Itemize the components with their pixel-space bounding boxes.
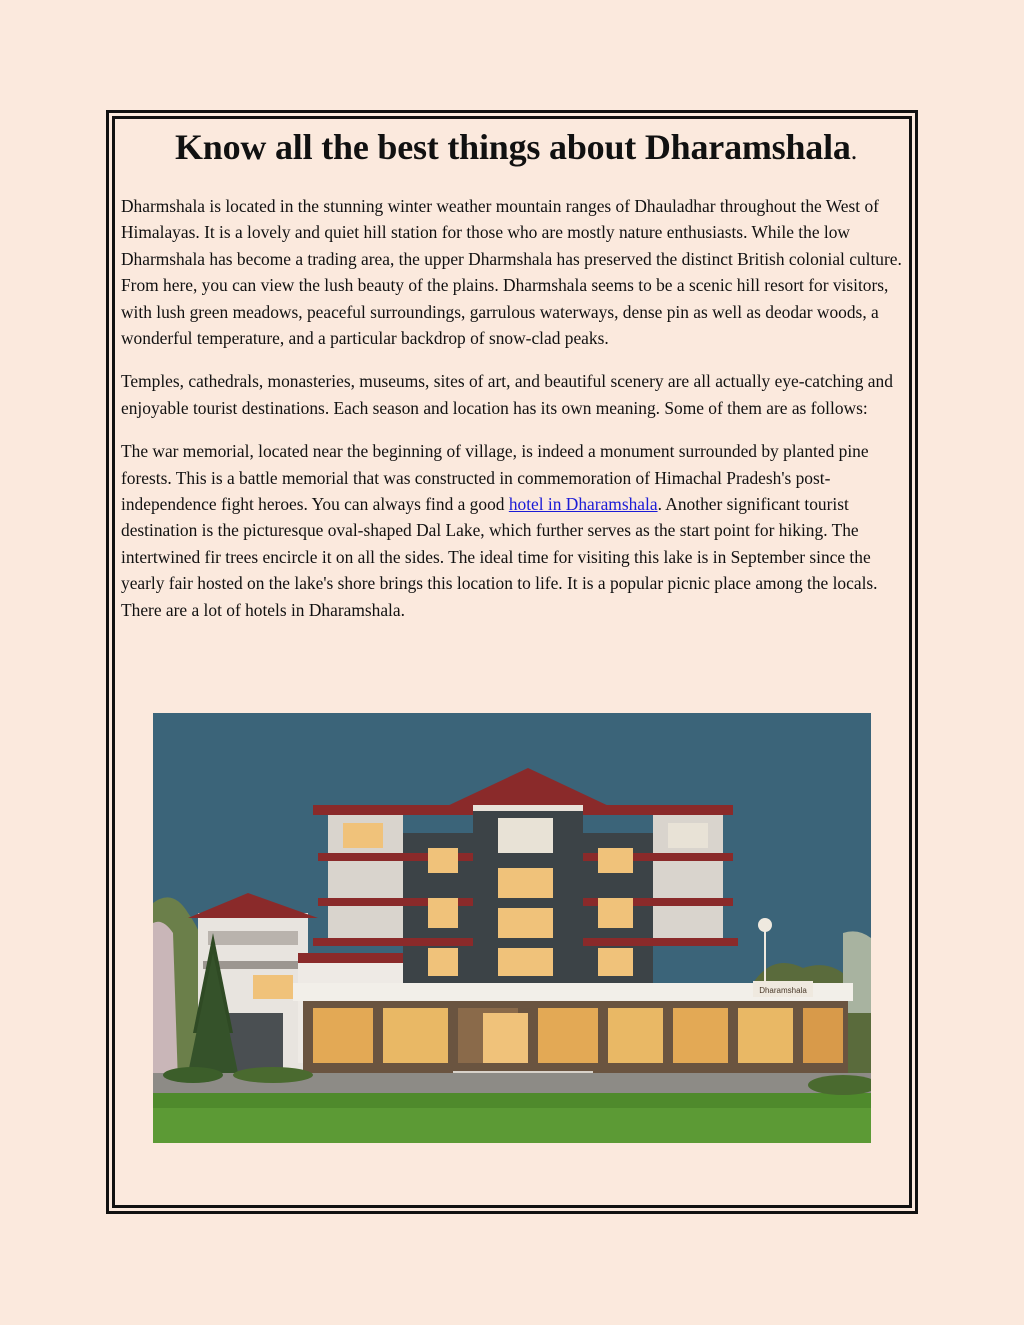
- hotel-photo-illustration: [153, 713, 871, 1143]
- article-title: [121, 122, 911, 176]
- paragraph-intro: Dharmshala is located in the stunning winter weather mountain ranges of Dhauladhar throughout the West of Himalayas. It is a lovely and quiet hill station for those who are mostly nature enthusiasts. While the low Dharmshala has become a trading area, the upper Dharmshala has preserved the distinct British colonial culture. From here, you can view the lush beauty of the plains. Dharmshala seems to be a scenic hill resort for visitors, with lush green meadows, peaceful surroundings, garrulous waterways, dense pin as well as deodar woods, a wonderful temperature, and a particular backdrop of snow-clad peaks.: [121, 196, 902, 349]
- hotel-sign-text: Dharamshala: [759, 986, 807, 995]
- paragraph-destinations: Temples, cathedrals, monasteries, museums, sites of art, and beautiful scenery are all actually eye-catching and enjoyable tourist destinations. Each season and location has its own meaning. Some of them are as follows:: [121, 371, 893, 418]
- paragraph-war-memorial-text-1: The war memorial, located near the beginning of village, is indeed a monument surrounded by planted pine forests. This is a battle memorial that was constructed in commemoration of Himachal Pradesh's post-independence fight heroes. You can always find a good: [121, 441, 869, 515]
- hotel-photo: [153, 713, 871, 1143]
- paragraph-war-memorial: [121, 438, 911, 623]
- article-title-text: Know all the best things about Dharamshala: [174, 127, 851, 167]
- paragraph-war-memorial-text-2: . Another significant tourist destination is the picturesque oval-shaped Dal Lake, which further serves as the start point for hiking. The intertwined fir trees encircle it on all the sides. The ideal time for visiting this lake is in September since the yearly fair hosted on the lake's shore brings this location to life. It is a popular picnic place among the locals. There are a lot of hotels in Dharamshala.: [121, 494, 878, 620]
- article-title-punct: .: [850, 136, 858, 165]
- article: [121, 118, 911, 623]
- hotel-link[interactable]: hotel in Dharamshala: [508, 494, 658, 515]
